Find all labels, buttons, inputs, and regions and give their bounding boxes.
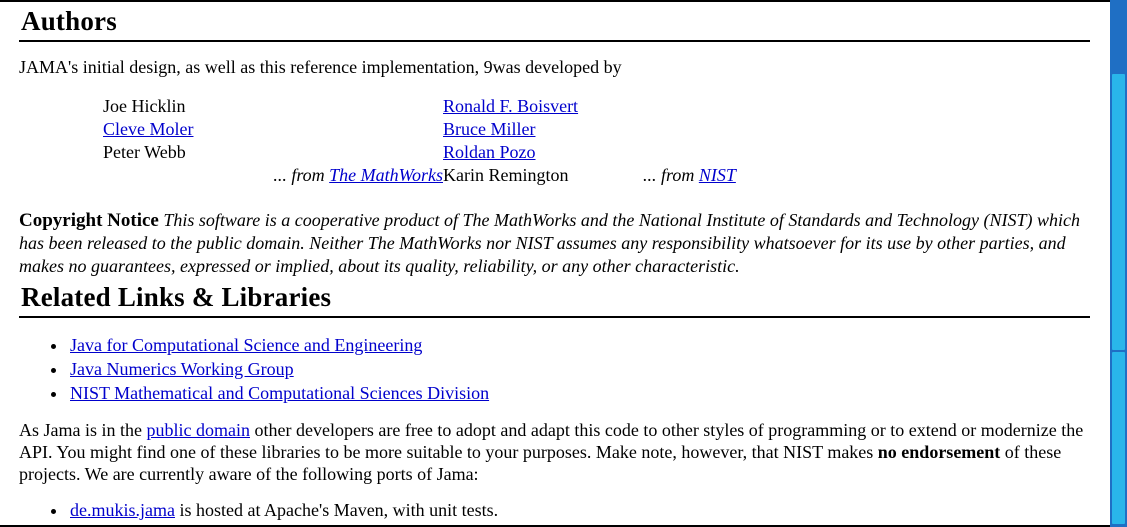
author-left-2[interactable] xyxy=(103,118,238,141)
no-endorsement-text: no endorsement xyxy=(877,442,1001,462)
link-nist-math-division[interactable]: NIST Mathematical and Computational Sciences Division xyxy=(70,383,490,403)
list-item[interactable] xyxy=(68,358,1090,381)
authors-rule xyxy=(19,40,1090,42)
paragraph-part-1: As Jama is in the xyxy=(19,420,147,440)
spacer-cell xyxy=(19,118,103,141)
author-link-pozo[interactable]: Roldan Pozo xyxy=(443,142,536,162)
spacer-cell xyxy=(643,141,736,164)
from-mathworks xyxy=(238,164,443,187)
paragraph-part-2: other developers are free to adopt and adapt this code to other styles of programming or to extend or modernize the API. You might find one of these libraries to be more suitable to your purposes. Make note, however, that NIST makes xyxy=(19,420,1084,462)
author-right-3[interactable] xyxy=(443,141,643,164)
from-nist xyxy=(643,164,736,187)
list-item[interactable] xyxy=(68,499,1090,522)
table-row xyxy=(19,95,736,118)
spacer-cell xyxy=(643,95,736,118)
spacer-cell xyxy=(19,164,103,187)
spacer-cell xyxy=(238,141,443,164)
author-right-1[interactable] xyxy=(443,95,643,118)
nist-link[interactable]: NIST xyxy=(698,165,736,185)
spacer-cell xyxy=(238,95,443,118)
scrollbar-thumb-upper[interactable] xyxy=(1112,74,1125,350)
author-right-4: Karin Remington xyxy=(443,165,569,185)
spacer-cell xyxy=(19,95,103,118)
mathworks-link[interactable]: The MathWorks xyxy=(329,165,443,185)
author-link-boisvert[interactable]: Ronald F. Boisvert xyxy=(443,96,579,116)
page-title: Authors xyxy=(21,6,117,36)
public-domain-paragraph xyxy=(19,419,1090,485)
related-links-title: Related Links & Libraries xyxy=(21,282,332,312)
copyright-notice xyxy=(19,209,1090,278)
copyright-label: Copyright Notice xyxy=(19,210,159,231)
port-description: is hosted at Apache's Maven, with unit tests. xyxy=(174,500,499,520)
vertical-scrollbar[interactable] xyxy=(1110,0,1127,527)
author-left-3: Peter Webb xyxy=(103,142,186,162)
link-de-mukis-jama[interactable]: de.mukis.jama xyxy=(70,500,175,520)
public-domain-link[interactable]: public domain xyxy=(146,420,250,440)
from-prefix-right: ... from xyxy=(643,165,699,185)
table-row xyxy=(19,141,736,164)
table-row xyxy=(19,118,736,141)
spacer-cell xyxy=(103,164,238,187)
paragraph-part-3: of these projects. We are currently aware of the following ports of Jama: xyxy=(19,442,1062,484)
table-row xyxy=(19,164,736,187)
link-java-numerics-working-group[interactable]: Java Numerics Working Group xyxy=(70,359,294,379)
author-right-2[interactable] xyxy=(443,118,643,141)
spacer-cell xyxy=(238,118,443,141)
scrollbar-thumb-lower[interactable] xyxy=(1112,352,1125,524)
list-item[interactable] xyxy=(68,334,1090,357)
spacer-cell xyxy=(643,118,736,141)
author-link-miller[interactable]: Bruce Miller xyxy=(443,119,536,139)
spacer-cell xyxy=(19,141,103,164)
author-left-1: Joe Hicklin xyxy=(103,96,186,116)
from-prefix-left: ... from xyxy=(273,165,330,185)
copyright-body: This software is a cooperative product of The MathWorks and the National Institute of Standards and Technology (NIST) which has been released to the public domain. Neither The MathWorks nor NIST assumes any responsibility whatsoever for its use by other parties, and makes no guarantees, expressed or implied, about its quality, reliability, or any other characteristic. xyxy=(19,210,1080,276)
link-java-computational-science[interactable]: Java for Computational Science and Engineering xyxy=(70,335,423,355)
author-link-moler[interactable]: Cleve Moler xyxy=(103,119,194,139)
related-links-list xyxy=(19,334,1090,405)
list-item[interactable] xyxy=(68,382,1090,405)
ports-list xyxy=(19,499,1090,522)
document-content xyxy=(0,2,1110,522)
authors-table xyxy=(19,95,736,187)
related-rule xyxy=(19,316,1090,318)
authors-intro: JAMA's initial design, as well as this reference implementation, 9was developed by xyxy=(19,57,622,77)
